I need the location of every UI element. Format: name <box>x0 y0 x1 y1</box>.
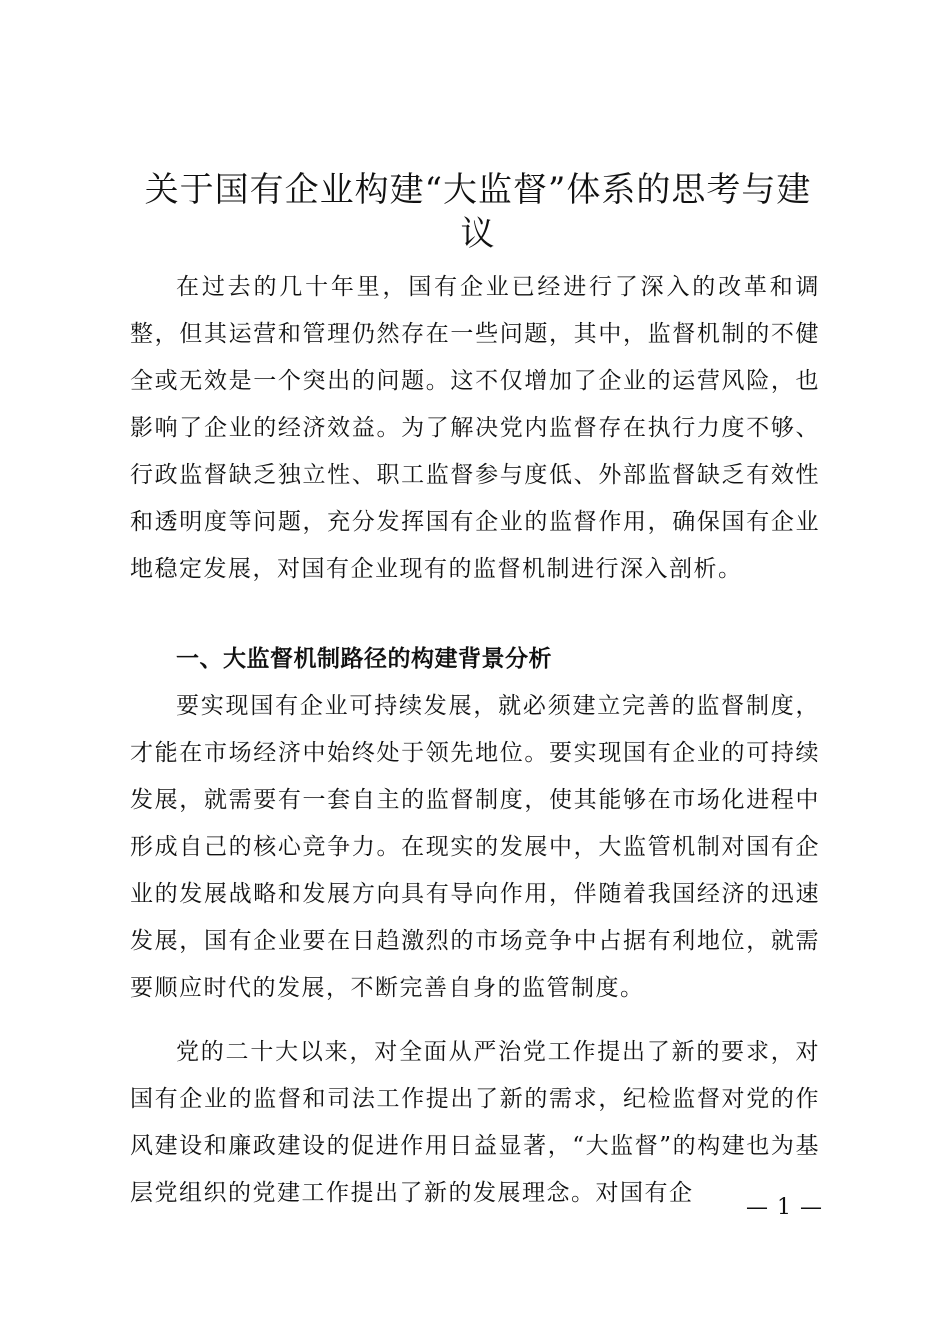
section-heading: 一、大监督机制路径的构建背景分析 <box>176 646 552 672</box>
page-number: — 1 — <box>746 1195 823 1220</box>
document-title: 关于国有企业构建“大监督”体系的思考与建议 <box>144 170 812 254</box>
body-paragraph-1: 要实现国有企业可持续发展，就必须建立完善的监督制度，才能在市场经济中始终处于领先地位。要实现国有企业的可持续发展，就需要有一套自主的监督制度，使其能够在市场化进程中形成自己的核心竞争力。在现实的发展中，大监管机制对国有企业的发展战略和发展方向具有导向作用，伴随着我国经济的迅速发展，国有企业要在日趋激烈的市场竞争中占据有利地位，就需要顺应时代的发展，不断完善自身的监管制度。 <box>130 693 820 1001</box>
body-paragraph-2: 党的二十大以来，对全面从严治党工作提出了新的要求，对国有企业的监督和司法工作提出了新的需求，纪检监督对党的作风建设和廉政建设的促进作用日益显著，“大监督”的构建也为基层党组织的党建工作提出了新的发展理念。对国有企 <box>130 1039 820 1206</box>
intro-paragraph: 在过去的几十年里，国有企业已经进行了深入的改革和调整，但其运营和管理仍然存在一些问题，其中，监督机制的不健全或无效是一个突出的问题。这不仅增加了企业的运营风险，也影响了企业的经济效益。为了解决党内监督存在执行力度不够、行政监督缺乏独立性、职工监督参与度低、外部监督缺乏有效性和透明度等问题，充分发挥国有企业的监督作用，确保国有企业地稳定发展，对国有企业现有的监督机制进行深入剖析。 <box>130 274 820 582</box>
